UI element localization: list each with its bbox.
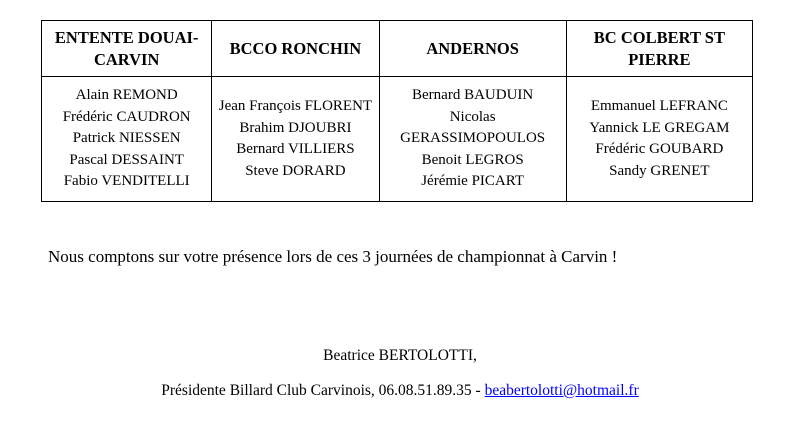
player-name: Patrick NIESSEN [72, 130, 181, 147]
teams-table [41, 20, 753, 202]
player-name: Sandy GRENET [609, 162, 710, 179]
team-header-row [42, 21, 753, 77]
player-name: Pascal DESSAINT [69, 151, 184, 168]
signature-contact-line [0, 382, 800, 400]
players-andernos [379, 77, 566, 202]
player-name: Frédéric CAUDRON [62, 108, 191, 125]
players-entente-douai-carvin [42, 77, 212, 202]
player-name: Alain REMOND [75, 87, 178, 104]
invitation-message: Nous comptons sur votre présence lors de ces 3 journées de championnat à Carvin ! [48, 247, 618, 266]
team-name-bcco-ronchin: BCCO RONCHIN [212, 21, 379, 77]
player-name: Steve DORARD [245, 162, 346, 179]
player-name: Benoit LEGROS [421, 151, 524, 168]
team-name-andernos: ANDERNOS [379, 21, 566, 77]
team-name-entente-douai-carvin: ENTENTE DOUAI-CARVIN [42, 21, 212, 77]
team-name-bc-colbert-st-pierre: BC COLBERT ST PIERRE [566, 21, 752, 77]
player-name: Frédéric GOUBARD [595, 141, 724, 157]
player-name: Bernard VILLIERS [236, 141, 355, 157]
team-players-row [42, 77, 753, 202]
player-name: Emmanuel LEFRANC [590, 98, 728, 114]
player-name: Nicolas GERASSIMOPOULOS [400, 108, 546, 147]
players-bcco-ronchin [212, 77, 379, 202]
signature-name: Beatrice BERTOLOTTI, [323, 347, 477, 364]
player-name: Jean François FLORENT [218, 98, 373, 114]
signature-role: Présidente Billard Club Carvinois, 06.08.51.89.35 - [161, 382, 485, 399]
email-link[interactable]: beabertolotti@hotmail.fr [484, 382, 639, 399]
player-name: Brahim DJOUBRI [239, 119, 352, 136]
player-name: Bernard BAUDUIN [412, 87, 534, 104]
players-bc-colbert-st-pierre [566, 77, 752, 202]
player-name: Jérémie PICART [421, 173, 525, 190]
player-name: Fabio VENDITELLI [63, 173, 190, 190]
player-name: Yannick LE GREGAM [589, 119, 730, 136]
